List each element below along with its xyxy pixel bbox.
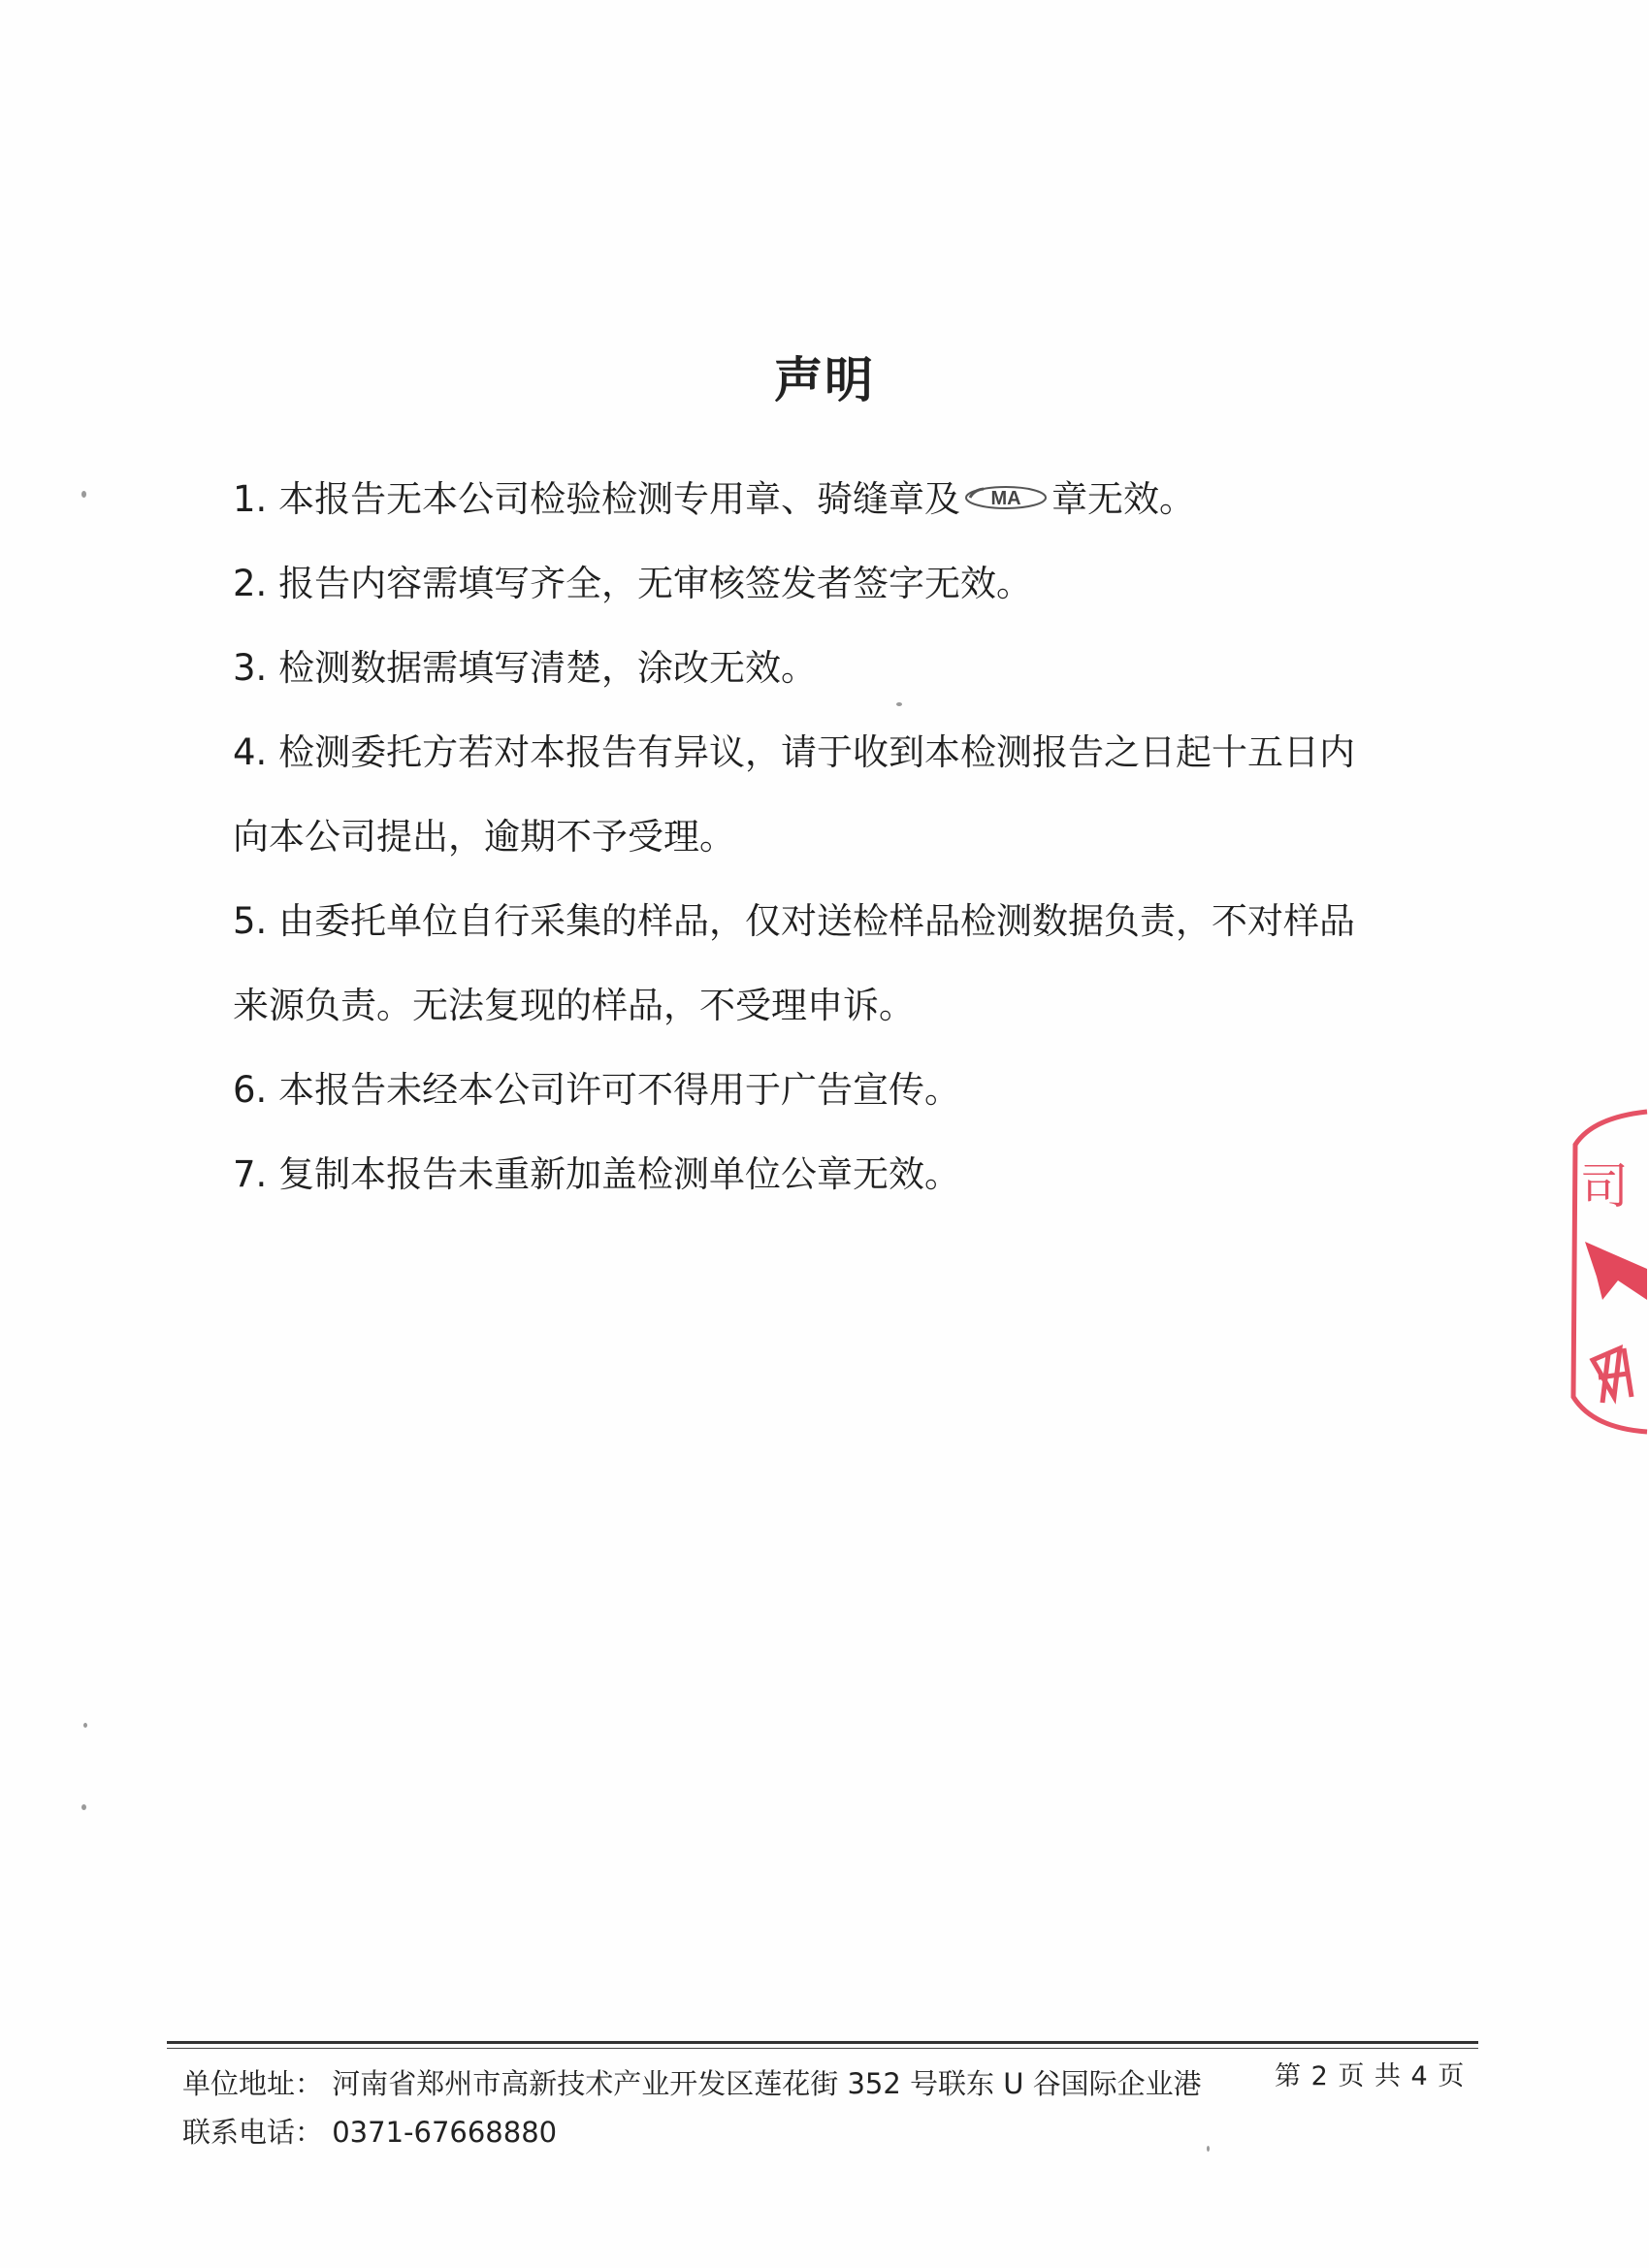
- page-indicator: 第 2 页 共 4 页: [1275, 2061, 1466, 2091]
- clause-5: 5. 由委托单位自行采集的样品，仅对送检样品检测数据负责，不对样品: [233, 900, 1356, 942]
- footer-rule-thin: [167, 2048, 1478, 2049]
- footer-address-line: [182, 2062, 1202, 2102]
- clause-1: [233, 477, 1436, 522]
- clause-7: 7. 复制本报告未重新加盖检测单位公章无效。: [233, 1153, 961, 1195]
- address-label: 单位地址：: [182, 2067, 324, 2100]
- phone-label: 联系电话：: [182, 2116, 324, 2149]
- company-seal-fragment: [1564, 1106, 1649, 1436]
- seal-text: 司: [1580, 1158, 1629, 1215]
- address-value: 河南省郑州市高新技术产业开发区莲花街 352 号联东 U 谷国际企业港: [332, 2067, 1202, 2100]
- clause-1-text: 1. 本报告无本公司检验检测专用章、骑缝章及: [233, 478, 961, 520]
- clause-1-suffix: 章无效。: [1051, 478, 1196, 520]
- footer-rule-thick: [167, 2041, 1478, 2044]
- scan-speck: [83, 1723, 87, 1728]
- footer-phone-line: [182, 2111, 557, 2151]
- cma-mark-text: MA: [990, 487, 1021, 509]
- clause-4: 4. 检测委托方若对本报告有异议，请于收到本检测报告之日起十五日内: [233, 731, 1356, 773]
- phone-value: 0371-67668880: [332, 2116, 558, 2149]
- clause-2: 2. 报告内容需填写齐全，无审核签发者签字无效。: [233, 563, 1033, 604]
- clause-3: 3. 检测数据需填写清楚，涂改无效。: [233, 647, 818, 689]
- cma-mark-icon: [964, 484, 1048, 511]
- clause-6: 6. 本报告未经本公司许可不得用于广告宣传。: [233, 1069, 961, 1111]
- clause-4-continued: 向本公司提出，逾期不予受理。: [233, 816, 735, 858]
- scan-speck: [1207, 2146, 1210, 2152]
- page-title: 声明: [774, 352, 875, 408]
- scan-speck: [81, 491, 86, 498]
- scan-speck: [81, 1804, 86, 1810]
- scan-speck: [896, 702, 902, 706]
- clause-5-continued: 来源负责。无法复现的样品，不受理申诉。: [233, 985, 915, 1026]
